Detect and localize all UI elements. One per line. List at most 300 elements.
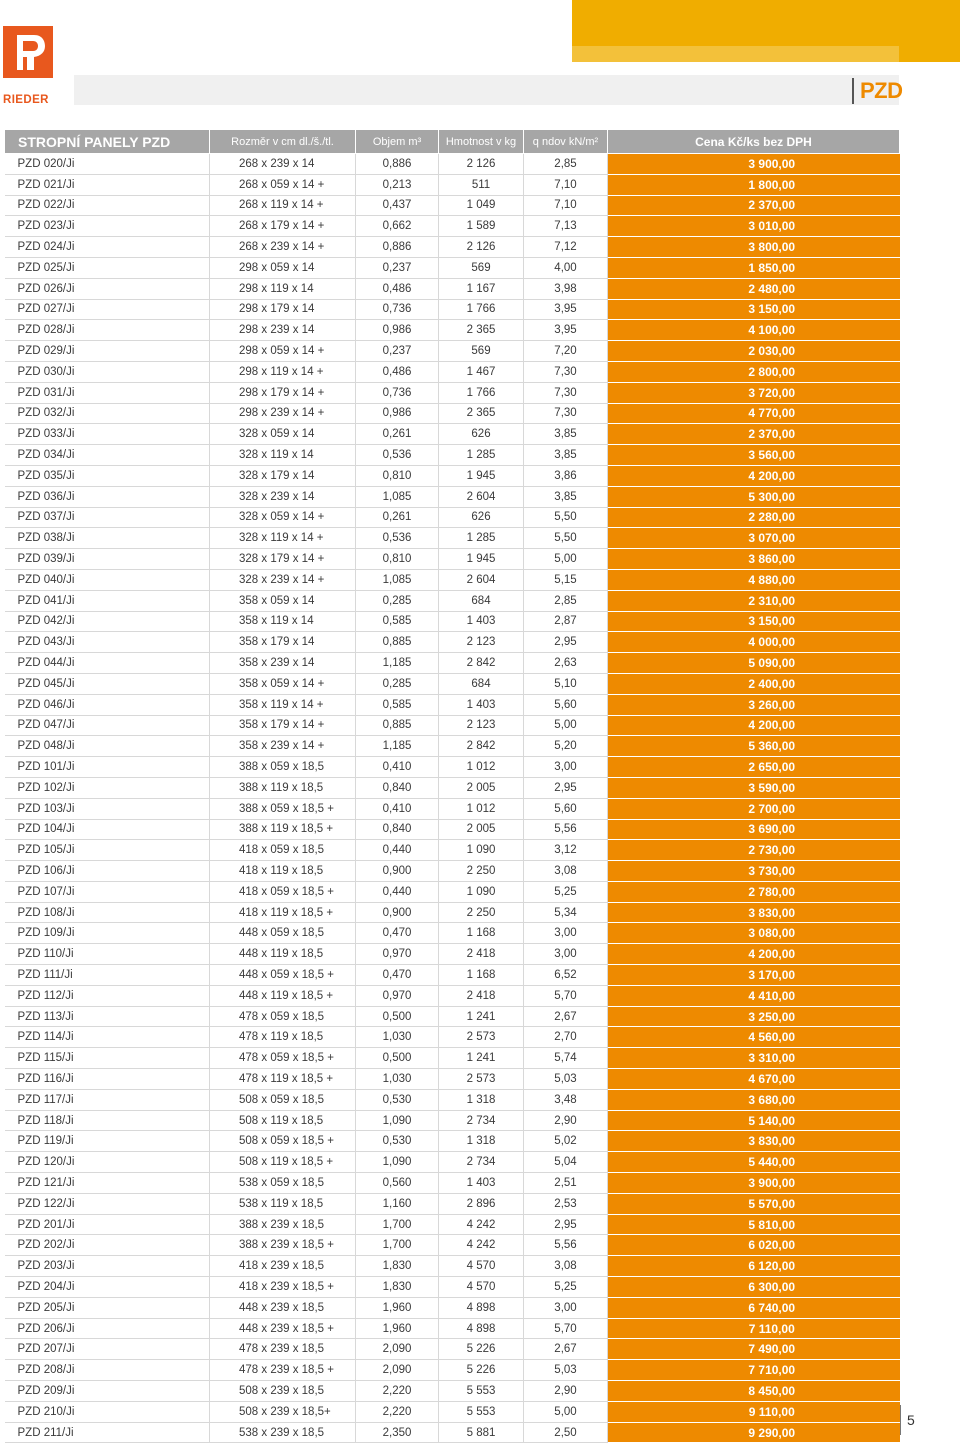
cell-weight: 2 604 — [439, 486, 524, 507]
cell-load: 6,52 — [524, 965, 608, 986]
cell-volume: 1,085 — [356, 569, 439, 590]
cell-load: 3,08 — [524, 861, 608, 882]
cell-dimensions: 388 x 239 x 18,5 — [210, 1214, 356, 1235]
cell-dimensions: 268 x 239 x 14 + — [210, 237, 356, 258]
cell-product-code: PZD 120/Ji — [5, 1152, 210, 1173]
cell-product-code: PZD 206/Ji — [5, 1318, 210, 1339]
cell-dimensions: 358 x 119 x 14 + — [210, 694, 356, 715]
table-row — [5, 549, 900, 570]
cell-load: 7,30 — [524, 403, 608, 424]
cell-product-code: PZD 203/Ji — [5, 1256, 210, 1277]
cell-volume: 0,470 — [356, 965, 439, 986]
table-row — [5, 403, 900, 424]
cell-weight: 626 — [439, 424, 524, 445]
cell-load: 2,51 — [524, 1173, 608, 1194]
cell-weight: 5 553 — [439, 1401, 524, 1422]
cell-weight: 1 012 — [439, 757, 524, 778]
cell-product-code: PZD 024/Ji — [5, 237, 210, 258]
cell-product-code: PZD 103/Ji — [5, 798, 210, 819]
cell-product-code: PZD 109/Ji — [5, 923, 210, 944]
cell-load: 5,00 — [524, 549, 608, 570]
cell-volume: 0,237 — [356, 341, 439, 362]
cell-weight: 1 090 — [439, 881, 524, 902]
cell-dimensions: 448 x 119 x 18,5 + — [210, 985, 356, 1006]
table-row — [5, 819, 900, 840]
cell-volume: 0,986 — [356, 403, 439, 424]
table-row — [5, 840, 900, 861]
table-row — [5, 944, 900, 965]
cell-dimensions: 268 x 059 x 14 + — [210, 174, 356, 195]
cell-price: 4 200,00 — [608, 465, 900, 486]
cell-product-code: PZD 038/Ji — [5, 528, 210, 549]
cell-dimensions: 538 x 239 x 18,5 — [210, 1422, 356, 1443]
table-row — [5, 757, 900, 778]
cell-volume: 0,530 — [356, 1089, 439, 1110]
cell-load: 5,10 — [524, 673, 608, 694]
table-row — [5, 985, 900, 1006]
logo-mark-icon — [3, 26, 53, 78]
cell-volume: 1,700 — [356, 1235, 439, 1256]
cell-volume: 1,030 — [356, 1069, 439, 1090]
cell-product-code: PZD 041/Ji — [5, 590, 210, 611]
cell-price: 5 360,00 — [608, 736, 900, 757]
cell-product-code: PZD 030/Ji — [5, 361, 210, 382]
table-row — [5, 486, 900, 507]
cell-dimensions: 478 x 059 x 18,5 + — [210, 1048, 356, 1069]
cell-volume: 0,530 — [356, 1131, 439, 1152]
cell-volume: 0,970 — [356, 985, 439, 1006]
cell-volume: 0,285 — [356, 673, 439, 694]
cell-weight: 1 467 — [439, 361, 524, 382]
cell-dimensions: 478 x 119 x 18,5 + — [210, 1069, 356, 1090]
cell-load: 3,00 — [524, 923, 608, 944]
cell-dimensions: 268 x 239 x 14 — [210, 154, 356, 175]
cell-price: 3 010,00 — [608, 216, 900, 237]
cell-dimensions: 508 x 239 x 18,5 — [210, 1381, 356, 1402]
cell-load: 2,87 — [524, 611, 608, 632]
table-row — [5, 1235, 900, 1256]
cell-price: 2 730,00 — [608, 840, 900, 861]
table-row — [5, 216, 900, 237]
cell-product-code: PZD 034/Ji — [5, 445, 210, 466]
cell-dimensions: 388 x 119 x 18,5 + — [210, 819, 356, 840]
cell-dimensions: 448 x 239 x 18,5 — [210, 1297, 356, 1318]
cell-load: 3,12 — [524, 840, 608, 861]
cell-weight: 1 403 — [439, 611, 524, 632]
cell-volume: 2,220 — [356, 1401, 439, 1422]
table-row — [5, 361, 900, 382]
table-row — [5, 694, 900, 715]
cell-volume: 1,185 — [356, 736, 439, 757]
cell-price: 3 150,00 — [608, 299, 900, 320]
cell-product-code: PZD 105/Ji — [5, 840, 210, 861]
header-price: Cena Kč/ks bez DPH — [608, 130, 900, 154]
cell-price: 3 830,00 — [608, 902, 900, 923]
cell-weight: 4 242 — [439, 1235, 524, 1256]
cell-product-code: PZD 106/Ji — [5, 861, 210, 882]
cell-dimensions: 508 x 119 x 18,5 — [210, 1110, 356, 1131]
cell-dimensions: 388 x 059 x 18,5 — [210, 757, 356, 778]
cell-volume: 0,213 — [356, 174, 439, 195]
cell-volume: 2,220 — [356, 1381, 439, 1402]
cell-product-code: PZD 205/Ji — [5, 1297, 210, 1318]
cell-volume: 0,285 — [356, 590, 439, 611]
cell-weight: 2 734 — [439, 1110, 524, 1131]
cell-load: 5,04 — [524, 1152, 608, 1173]
cell-weight: 2 418 — [439, 944, 524, 965]
table-row — [5, 1360, 900, 1381]
cell-weight: 1 285 — [439, 528, 524, 549]
cell-load: 3,00 — [524, 1297, 608, 1318]
cell-weight: 2 005 — [439, 819, 524, 840]
cell-weight: 2 123 — [439, 632, 524, 653]
header-load: q ndov kN/m² — [524, 130, 608, 154]
table-row — [5, 923, 900, 944]
cell-dimensions: 328 x 059 x 14 + — [210, 507, 356, 528]
cell-dimensions: 328 x 119 x 14 — [210, 445, 356, 466]
table-row — [5, 154, 900, 175]
cell-product-code: PZD 101/Ji — [5, 757, 210, 778]
cell-dimensions: 418 x 239 x 18,5 + — [210, 1277, 356, 1298]
cell-product-code: PZD 021/Ji — [5, 174, 210, 195]
cell-load: 5,02 — [524, 1131, 608, 1152]
table-row — [5, 195, 900, 216]
table-row — [5, 465, 900, 486]
cell-dimensions: 418 x 059 x 18,5 + — [210, 881, 356, 902]
cell-weight: 626 — [439, 507, 524, 528]
cell-dimensions: 508 x 059 x 18,5 + — [210, 1131, 356, 1152]
cell-load: 3,95 — [524, 299, 608, 320]
page-number — [900, 1405, 915, 1435]
cell-weight: 2 573 — [439, 1069, 524, 1090]
cell-price: 5 140,00 — [608, 1110, 900, 1131]
cell-product-code: PZD 118/Ji — [5, 1110, 210, 1131]
cell-weight: 1 012 — [439, 798, 524, 819]
cell-volume: 0,585 — [356, 694, 439, 715]
table-row — [5, 1256, 900, 1277]
cell-product-code: PZD 110/Ji — [5, 944, 210, 965]
cell-weight: 5 553 — [439, 1381, 524, 1402]
cell-dimensions: 298 x 179 x 14 + — [210, 382, 356, 403]
cell-product-code: PZD 111/Ji — [5, 965, 210, 986]
cell-volume: 0,840 — [356, 819, 439, 840]
cell-product-code: PZD 026/Ji — [5, 278, 210, 299]
top-decor-strip — [572, 46, 899, 62]
cell-load: 5,00 — [524, 1401, 608, 1422]
cell-product-code: PZD 037/Ji — [5, 507, 210, 528]
cell-weight: 1 318 — [439, 1089, 524, 1110]
cell-volume: 0,810 — [356, 465, 439, 486]
table-row — [5, 341, 900, 362]
cell-weight: 1 945 — [439, 465, 524, 486]
cell-load: 2,95 — [524, 1214, 608, 1235]
cell-dimensions: 508 x 239 x 18,5+ — [210, 1401, 356, 1422]
cell-volume: 1,090 — [356, 1110, 439, 1131]
table-row — [5, 1173, 900, 1194]
cell-product-code: PZD 207/Ji — [5, 1339, 210, 1360]
table-row — [5, 736, 900, 757]
table-row — [5, 1193, 900, 1214]
cell-product-code: PZD 107/Ji — [5, 881, 210, 902]
cell-price: 3 690,00 — [608, 819, 900, 840]
table-row — [5, 528, 900, 549]
cell-price: 7 490,00 — [608, 1339, 900, 1360]
cell-weight: 1 945 — [439, 549, 524, 570]
cell-product-code: PZD 122/Ji — [5, 1193, 210, 1214]
cell-price: 3 250,00 — [608, 1006, 900, 1027]
cell-volume: 0,886 — [356, 154, 439, 175]
cell-volume: 0,437 — [356, 195, 439, 216]
table-row — [5, 569, 900, 590]
cell-price: 3 860,00 — [608, 549, 900, 570]
cell-price: 3 800,00 — [608, 237, 900, 258]
table-row — [5, 424, 900, 445]
cell-volume: 0,486 — [356, 361, 439, 382]
table-row — [5, 1089, 900, 1110]
cell-dimensions: 538 x 059 x 18,5 — [210, 1173, 356, 1194]
cell-price: 3 070,00 — [608, 528, 900, 549]
cell-product-code: PZD 045/Ji — [5, 673, 210, 694]
cell-volume: 0,662 — [356, 216, 439, 237]
logo-text: RIEDER — [3, 94, 49, 106]
cell-price: 4 000,00 — [608, 632, 900, 653]
cell-price: 6 740,00 — [608, 1297, 900, 1318]
cell-dimensions: 448 x 119 x 18,5 — [210, 944, 356, 965]
cell-price: 2 030,00 — [608, 341, 900, 362]
cell-product-code: PZD 108/Ji — [5, 902, 210, 923]
cell-load: 5,15 — [524, 569, 608, 590]
cell-volume: 0,810 — [356, 549, 439, 570]
table-row — [5, 1422, 900, 1443]
cell-dimensions: 448 x 059 x 18,5 + — [210, 965, 356, 986]
cell-weight: 4 242 — [439, 1214, 524, 1235]
cell-product-code: PZD 202/Ji — [5, 1235, 210, 1256]
table-row — [5, 1131, 900, 1152]
cell-weight: 2 123 — [439, 715, 524, 736]
cell-load: 5,74 — [524, 1048, 608, 1069]
cell-load: 5,70 — [524, 985, 608, 1006]
cell-price: 5 090,00 — [608, 653, 900, 674]
cell-price: 2 780,00 — [608, 881, 900, 902]
cell-volume: 1,085 — [356, 486, 439, 507]
cell-load: 2,63 — [524, 653, 608, 674]
cell-price: 3 590,00 — [608, 777, 900, 798]
cell-load: 7,30 — [524, 382, 608, 403]
cell-dimensions: 478 x 119 x 18,5 — [210, 1027, 356, 1048]
cell-dimensions: 418 x 239 x 18,5 — [210, 1256, 356, 1277]
cell-price: 5 570,00 — [608, 1193, 900, 1214]
header-dimensions: Rozměr v cm dl./š./tl. — [210, 130, 356, 154]
cell-price: 3 150,00 — [608, 611, 900, 632]
cell-product-code: PZD 029/Ji — [5, 341, 210, 362]
cell-weight: 2 126 — [439, 154, 524, 175]
table-row — [5, 798, 900, 819]
cell-dimensions: 358 x 179 x 14 + — [210, 715, 356, 736]
cell-price: 5 300,00 — [608, 486, 900, 507]
cell-price: 4 200,00 — [608, 944, 900, 965]
cell-load: 7,10 — [524, 174, 608, 195]
cell-load: 2,90 — [524, 1381, 608, 1402]
cell-weight: 1 318 — [439, 1131, 524, 1152]
cell-price: 2 310,00 — [608, 590, 900, 611]
cell-dimensions: 298 x 239 x 14 + — [210, 403, 356, 424]
cell-product-code: PZD 112/Ji — [5, 985, 210, 1006]
cell-dimensions: 358 x 239 x 14 — [210, 653, 356, 674]
cell-dimensions: 448 x 239 x 18,5 + — [210, 1318, 356, 1339]
cell-weight: 2 734 — [439, 1152, 524, 1173]
price-table — [4, 129, 900, 1443]
cell-load: 5,70 — [524, 1318, 608, 1339]
cell-product-code: PZD 023/Ji — [5, 216, 210, 237]
cell-dimensions: 358 x 119 x 14 — [210, 611, 356, 632]
cell-volume: 0,440 — [356, 881, 439, 902]
cell-price: 2 370,00 — [608, 195, 900, 216]
cell-dimensions: 358 x 059 x 14 + — [210, 673, 356, 694]
page-number-text: 5 — [907, 1412, 915, 1428]
cell-product-code: PZD 046/Ji — [5, 694, 210, 715]
cell-weight: 511 — [439, 174, 524, 195]
cell-weight: 2 005 — [439, 777, 524, 798]
table-row — [5, 632, 900, 653]
cell-product-code: PZD 044/Ji — [5, 653, 210, 674]
cell-price: 4 200,00 — [608, 715, 900, 736]
cell-volume: 0,500 — [356, 1006, 439, 1027]
cell-weight: 2 126 — [439, 237, 524, 258]
cell-load: 7,12 — [524, 237, 608, 258]
table-row — [5, 881, 900, 902]
cell-volume: 0,237 — [356, 257, 439, 278]
cell-dimensions: 388 x 119 x 18,5 — [210, 777, 356, 798]
cell-product-code: PZD 028/Ji — [5, 320, 210, 341]
cell-dimensions: 328 x 239 x 14 + — [210, 569, 356, 590]
cell-price: 7 110,00 — [608, 1318, 900, 1339]
cell-load: 7,10 — [524, 195, 608, 216]
cell-load: 3,85 — [524, 486, 608, 507]
cell-volume: 1,830 — [356, 1256, 439, 1277]
cell-dimensions: 298 x 119 x 14 — [210, 278, 356, 299]
cell-weight: 1 090 — [439, 840, 524, 861]
cell-dimensions: 508 x 059 x 18,5 — [210, 1089, 356, 1110]
header-weight: Hmotnost v kg — [439, 130, 524, 154]
cell-dimensions: 358 x 059 x 14 — [210, 590, 356, 611]
cell-load: 2,90 — [524, 1110, 608, 1131]
table-row — [5, 590, 900, 611]
cell-weight: 2 896 — [439, 1193, 524, 1214]
cell-load: 3,86 — [524, 465, 608, 486]
table-row — [5, 1381, 900, 1402]
cell-volume: 0,885 — [356, 632, 439, 653]
cell-product-code: PZD 022/Ji — [5, 195, 210, 216]
cell-weight: 4 898 — [439, 1318, 524, 1339]
cell-dimensions: 448 x 059 x 18,5 — [210, 923, 356, 944]
cell-weight: 1 168 — [439, 923, 524, 944]
table-row — [5, 445, 900, 466]
cell-price: 2 280,00 — [608, 507, 900, 528]
cell-product-code: PZD 047/Ji — [5, 715, 210, 736]
cell-product-code: PZD 211/Ji — [5, 1422, 210, 1443]
cell-product-code: PZD 115/Ji — [5, 1048, 210, 1069]
cell-volume: 1,090 — [356, 1152, 439, 1173]
cell-dimensions: 538 x 119 x 18,5 — [210, 1193, 356, 1214]
cell-dimensions: 298 x 059 x 14 — [210, 257, 356, 278]
cell-product-code: PZD 113/Ji — [5, 1006, 210, 1027]
cell-weight: 1 403 — [439, 1173, 524, 1194]
cell-product-code: PZD 032/Ji — [5, 403, 210, 424]
cell-price: 3 260,00 — [608, 694, 900, 715]
cell-product-code: PZD 208/Ji — [5, 1360, 210, 1381]
cell-dimensions: 328 x 179 x 14 + — [210, 549, 356, 570]
cell-price: 8 450,00 — [608, 1381, 900, 1402]
table-row — [5, 1152, 900, 1173]
table-row — [5, 1297, 900, 1318]
cell-weight: 1 285 — [439, 445, 524, 466]
cell-dimensions: 298 x 179 x 14 — [210, 299, 356, 320]
cell-load: 7,13 — [524, 216, 608, 237]
cell-price: 3 900,00 — [608, 154, 900, 175]
rieder-logo — [3, 26, 55, 106]
table-row — [5, 1214, 900, 1235]
cell-volume: 1,185 — [356, 653, 439, 674]
cell-product-code: PZD 036/Ji — [5, 486, 210, 507]
cell-volume: 0,840 — [356, 777, 439, 798]
cell-product-code: PZD 119/Ji — [5, 1131, 210, 1152]
cell-product-code: PZD 035/Ji — [5, 465, 210, 486]
cell-price: 2 800,00 — [608, 361, 900, 382]
cell-load: 3,48 — [524, 1089, 608, 1110]
table-row — [5, 299, 900, 320]
cell-price: 6 120,00 — [608, 1256, 900, 1277]
table-row — [5, 1318, 900, 1339]
cell-price: 2 400,00 — [608, 673, 900, 694]
cell-price: 2 700,00 — [608, 798, 900, 819]
cell-weight: 2 365 — [439, 403, 524, 424]
table-row — [5, 257, 900, 278]
cell-load: 2,85 — [524, 154, 608, 175]
cell-load: 5,25 — [524, 1277, 608, 1298]
cell-price: 1 850,00 — [608, 257, 900, 278]
cell-price: 4 770,00 — [608, 403, 900, 424]
cell-product-code: PZD 121/Ji — [5, 1173, 210, 1194]
table-row — [5, 174, 900, 195]
cell-load: 3,08 — [524, 1256, 608, 1277]
cell-load: 2,53 — [524, 1193, 608, 1214]
cell-load: 5,56 — [524, 819, 608, 840]
cell-price: 7 710,00 — [608, 1360, 900, 1381]
cell-load: 3,95 — [524, 320, 608, 341]
cell-weight: 1 589 — [439, 216, 524, 237]
cell-load: 5,00 — [524, 715, 608, 736]
cell-weight: 2 842 — [439, 653, 524, 674]
cell-load: 5,25 — [524, 881, 608, 902]
table-row — [5, 777, 900, 798]
cell-dimensions: 268 x 179 x 14 + — [210, 216, 356, 237]
table-row — [5, 673, 900, 694]
cell-dimensions: 328 x 239 x 14 — [210, 486, 356, 507]
cell-weight: 5 881 — [439, 1422, 524, 1443]
cell-load: 5,03 — [524, 1360, 608, 1381]
cell-dimensions: 388 x 239 x 18,5 + — [210, 1235, 356, 1256]
cell-dimensions: 418 x 119 x 18,5 — [210, 861, 356, 882]
table-row — [5, 653, 900, 674]
cell-weight: 684 — [439, 590, 524, 611]
cell-load: 2,67 — [524, 1006, 608, 1027]
cell-volume: 1,960 — [356, 1318, 439, 1339]
table-row — [5, 715, 900, 736]
table-row — [5, 611, 900, 632]
cell-product-code: PZD 104/Ji — [5, 819, 210, 840]
cell-load: 2,67 — [524, 1339, 608, 1360]
cell-product-code: PZD 033/Ji — [5, 424, 210, 445]
